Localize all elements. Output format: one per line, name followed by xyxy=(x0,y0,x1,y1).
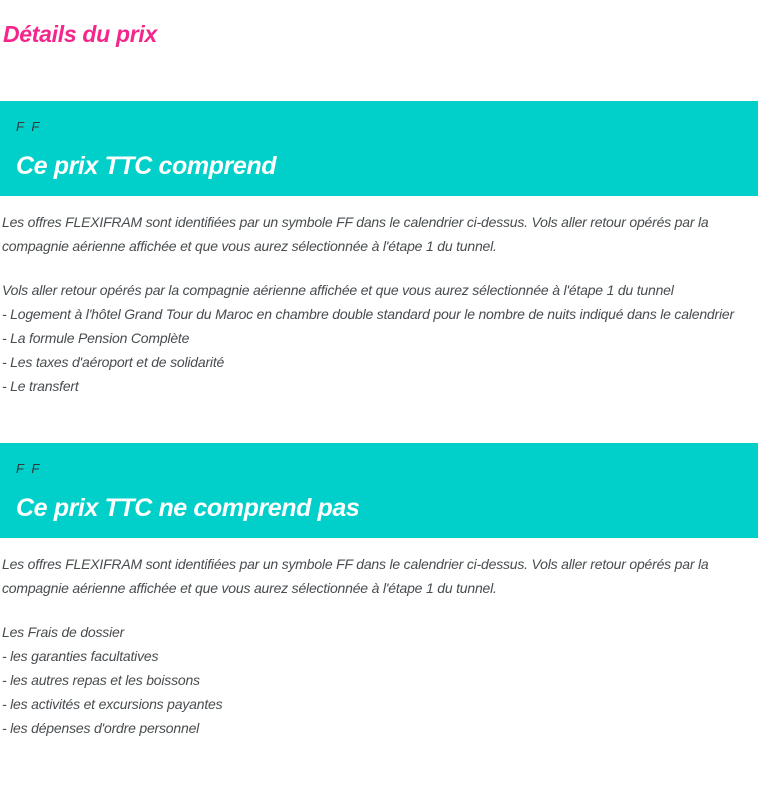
detail-line: - les autres repas et les boissons xyxy=(2,672,200,688)
price-includes-intro: Les offres FLEXIFRAM sont identifiées par un symbole FF dans le calendrier ci-dessus. Vols aller retour opérés par la compagnie aérienne affichée et que vous aurez sélectionnée à l'étape 1 du tunnel. xyxy=(2,214,709,254)
price-includes-details xyxy=(2,278,756,398)
detail-line: Vols aller retour opérés par la compagnie aérienne affichée et que vous aurez sélectionnée à l'étape 1 du tunnel xyxy=(2,282,674,298)
detail-line: - Le transfert xyxy=(2,378,79,394)
detail-line: Les Frais de dossier xyxy=(2,624,125,640)
detail-line: - Logement à l'hôtel Grand Tour du Maroc en chambre double standard pour le nombre de nuits indiqué dans le calendrier xyxy=(2,306,734,322)
detail-line: - La formule Pension Complète xyxy=(2,330,190,346)
price-excludes-details xyxy=(2,620,756,740)
price-includes-heading: Ce prix TTC comprend xyxy=(16,152,277,180)
ff-badge: F F xyxy=(16,461,42,476)
price-excludes-section xyxy=(0,443,758,740)
page-title: Détails du prix xyxy=(3,21,157,47)
ff-badge: F F xyxy=(16,119,42,134)
detail-line: - les dépenses d'ordre personnel xyxy=(2,720,200,736)
detail-line: - les garanties facultatives xyxy=(2,648,159,664)
price-excludes-heading: Ce prix TTC ne comprend pas xyxy=(16,494,360,522)
detail-line: - Les taxes d'aéroport et de solidarité xyxy=(2,354,225,370)
price-excludes-intro: Les offres FLEXIFRAM sont identifiées par un symbole FF dans le calendrier ci-dessus. Vols aller retour opérés par la compagnie aérienne affichée et que vous aurez sélectionnée à l'étape 1 du tunnel. xyxy=(2,556,709,596)
detail-line: - les activités et excursions payantes xyxy=(2,696,223,712)
price-includes-header-bar xyxy=(0,101,758,196)
price-includes-section xyxy=(0,101,758,398)
price-excludes-header-bar xyxy=(0,443,758,538)
